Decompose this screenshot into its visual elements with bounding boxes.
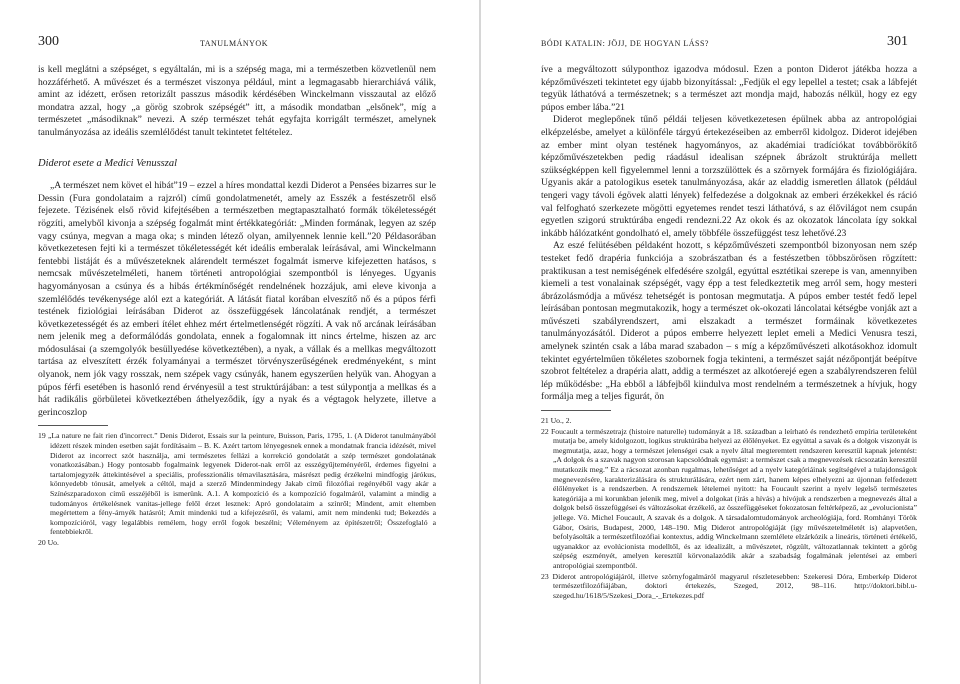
footnotes [38,431,436,547]
footnote-rule [38,425,108,426]
left-page-number: 300 [38,34,59,49]
footnote-rule [541,410,611,411]
footnote: 23 Diderot antropológiájáról, illetve szörnyfogalmáról magyarul részletesebben: Szekeresi Dóra, Emberkép Diderot természetfilozófiájában, doktori értekezés, Szeged, 2012, 98–116. http://doktori.bibl.u-szeged.hu/1618/5/Szekesi_Dora_-_Ertekezes.pdf [541,571,917,600]
paragraph: „A természet nem követ el hibát”19 – ezzel a híres mondattal kezdi Diderot a Pensées bizarres sur le Dessin (Fura gondolataim a rajzról) című gondolatmenetét, amely az Esszék a festészetről első fejezete. Tézisének első rövid kifejtésében a természetben megtapasztalható formák tökéletességét rögzíti, amelyből kivonja a szépség fogalmát mint értékkategóriát: „Minden formának, legyen az szép vagy csúnya, megvan a maga oka; s minden létező olyan, amilyennek lennie kell.”20 Példasorában következetesen fejti ki a természet tökéletességét két ideális emberalak leírásával, ami Winckelmann fentebbi listáját és a művészeteknek alárendelt természet fogalmát ismerve kifejezetten hatásos, s nemcsak művészetelméleti, hanem történeti antropológiai szempontból is lényeges. Ugyanis hagyományosan a csúnya és a hibás értékmínőségét rendelnének hozzájuk, ami eleve kivonja a szemlélődés tevékenysége alól ezt a kategóriát. A látását fiatal korában elveszítő nő és a púpos férfi testének fiziológiai leírásában Diderot az összefüggések láncolatának rendjét, a természet következetességét és az emberi ítélet ehhez mért értelmetlenségét rögzíti. A vak nő arcának leírásában nem jelenik meg a deformálódás gondolata, ennek a fogalomnak itt nincs értelme, hiszen az arc módosulásai (a szemgolyók besüllyedése következtében), a nyak, a vállak és a mellkas megváltozott tartása az elveszített érzék folyamányai a természet törvényszerűségének eredményeként, s mint olyanok, nem jók vagy rosszak, nem szépek vagy csúnyák, hanem egyszerűen helyük van. Ahogyan a púpos férfi esetében is hasonló rend érvényesül a test struktúrájában: a test súlypontja a mellkas és a hát radikális görbületei következtében áthelyeződik, így a nyak és a végtagok helyzete, illetve a gerincoszlop [38,180,436,418]
left-running-header: TANULMÁNYOK [200,39,268,48]
paragraph: is kell meglátni a szépséget, s egyáltalán, mi is a szépség maga, mi a természetben közvetlenül nem hozzáférhető. A művészet és a természet viszonya például, mint a legmagasabb hierarchiává válik, amint az idézett, erősen retorizált passzus második kérdésében Winckelmann visszautal az előző mondatra azzal, hogy „a görög szobrok szépségét” itt, a második mondatban „elsőnek”, míg a természetet „másodiknak” nevezi. A szép természet tehát egyfajta korrigált természet, amelynek tanulmányozása az ideális szemlélődést tanult tekintetet feltételez. [38,64,436,138]
paragraph: íve a megváltozott súlyponthoz igazodva módosul. Ezen a ponton Diderot játékba hozza a képzőművészeti tekintetet egy újabb bizonyítással: „Fedjük el egy lepellel a testet; csak a lábfejét tegyük láthatóvá a természetnek; s a természet azt mondja majd, habozás nélkül, hogy ez egy púpos ember lába.”21 [541,64,917,113]
right-page-number: 301 [887,34,908,49]
footnote: 20 Uo. [38,537,59,547]
right-body [541,64,917,601]
footnote: 21 Uo., 2. [541,416,572,426]
right-running-header: BÓDI KATALIN: JÖJJ, DE HOGYAN LÁSS? [541,39,709,48]
paragraph: Az eszé felütésében példaként hozott, s képzőművészeti szempontból bizonyosan nem szép testeket fedő drapéria funkciója a szobrászatban és a festészetben többszörösen rögzített: praktikusan a test nemiségének elfedésére szolgál, egyúttal esztétikai szerepe is van, amennyiben kiemeli a test vonalainak szépségét, vagy épp a test feledkeztetik meg arról sem, hogy mesteri ábrázolásmódja a művész tehetségét is pontosan megmutatja. A púpos ember testét fedő lepel leírásában pontosan megmutakozik, hogy a természet ok-okozati láncolatai kétségbe vonják azt a művészeti szabályrendszert, ami elszakadt a természet formáinak következetes tanulmányozásától. Diderot a púpos emberre helyezett leplet emeli a Medici Venusra teszi, amelynek szintén csak a lába marad szabadon – s míg a képzőművészeti alkotásokhoz idomult tekintet egyértelműen tökéletes szobornek fogja tekinteni, a természet saját nézőpontját beépítve szobrot feltételez a drapéria alatt, addig a természet az alkotóerejé egen a szabályrendszeren felül lép működésbe: „Ha ebből a lábfejből kiindulva most rendelném a természetnek a hívjuk, hogy formálja meg a teljes figurát, ön [541,240,917,403]
footnote: 19 „La nature ne fait rien d'incorrect.” Denis Diderot, Essais sur la peinture, Buisson, Paris, 1795, 1. (A Diderot tanulmányából idézett részek minden esetben saját fordításaim – B. K. Azért tartom lényegesnek ennek a mondatnak francia idézését, mivel Diderot az incorrect szót használja, ami természetes fellázi a korrekció gondolatát a szép természet gondolatának vonatkozásában.) Hogy pontosabb fogalmaink legyenek Diderot-nak erről az esszégyűjteményéről, érdemes figyelni a tartalomjegyzék áttekintésével a speciális, professzionális témavilasztására, másrészt pedig érzékelni mindfogig járókus, könnyedebb tónusát, amelyek a céltól, majd a szerző Mindenmindegy Jakab című filozófiai regényéből vagy akár a Színészparadoxon című esszéjéből is ismerünk. A.1. A kompozíció és a kompozíció fogalmáról, valamint a mindig a tudományos értékelésnek vanitas-jellege felől érzet lesznek: Apró gondolataim a színről; Mindent, amit eltemben megértettem a fény-árnyék hatásról; Amit mindenki tud a kifejezésről, és valami, amit nem mindenki tud; Bekezdés a kompozícióról, vagy legalábbis remélem, hogy erről fogok beszélni; Véleményem az építészetről; Összefoglaló a fentebbiekről. [38,431,436,537]
right-page [481,0,960,684]
footnote: 22 Foucault a természetrajz (histoire naturelle) tudományát a 18. században a leírható és rendezhető empíria területeként mutatja be, amely kidolgozott, logikus struktúrába helyezi az élőlényeket. Ez egyúttal a savak és a dolgok viszonyát is megmutatja, azaz, hogy a természet jelenségei csak a nyelv által megteremtett rendszeren keresztül kapnak jelentést: „A dolgok és a szavak nagyon szorosan kapcsolódnak egymást: a természet csak a megnevezések rácsozatán keresztül mutatkozik meg.” Ez a rácsozat azonban rugalmas, lehetőséget ad a nyelv kategóriáinak segítségével a tulajdonságok megnevezésére, karakterizálására és strukturálására, ezért nem zárt, hanem képes elhelyezni az újonnan felfedezett élőlényeket is a rendszerben. A rendszernek lételemei nyitott: ha Foucault szerint a nyelv legelső természetes kategóriája a mi korunkban jelenik meg, mivel a dolgokat (írás a hívás) a hívójuk a rendszerben a megnevezés által a dolgok belső összefüggései és változásokat érzékelő, az összefüggéseket fokozatosan feltérképező, az „evolucionista” jellege. Vö. Michel Foucault, A szavak és a dolgok. A társadalomtudományok archeológiája, ford. Romhányi Török Gábor, Osiris, Budapest, 2000, 148–190. Mig Diderot antropológiáját (így művészetelméletét is) alapvetően, befolyásolták a természetfilozófiai kontextus, addig Winckelmann szemlélete elzárkózik a lineáris, történeti értékelő, ugyanakkor az evolúcionista modelltől, és az idealizált, a művészetet, rögzült, változatlannak tekintett a görög szépség eszményét, amelyen keresztül körvonalazódik akár a szabadság fogalmának jelentései az emberi antropológiai szempontból. [541,426,917,570]
footnotes [541,416,917,600]
left-page [0,0,479,684]
section-title: Diderot esete a Medici Venusszal [38,157,177,169]
left-body [38,64,436,549]
paragraph: Diderot meglepőnek tűnő példái teljesen következetesen épülnek abba az antropológiai elképzelésbe, amelyet a különféle tárgyú értekezéseiben az emberről kidolgoz. Diderot idejében az ember mint olyan testének hagyományos, az akadémiai tradíciókat továbbörökítő képzőművészetekben pedig ráadásul idealisan szépnek ábrázolt struktúrája mellett szükségképpen kell figyelemmel lenni a torzszülöttek és a szörnyek formájára és fiziológiájára. Ugyanis akár a patologikus esetek tanulmányozása, akár az eladdig ismeretlen állatok (például tengeri vagy távoli égövek alatti lények) felfedezése a dolgoknak az emberi érzékekkel és ráció val felfogható szerkezete mögötti egyetemes rendet teszi láthatóvá, s az élővilágot nem csupán egyetlen szigorú struktúrába engedi rendezni.22 Az okok és az okozatok láncolata így sokkal inkább hálózatként gondolható el, amely többféle összefüggést tesz lehetővé.23 [541,114,917,239]
